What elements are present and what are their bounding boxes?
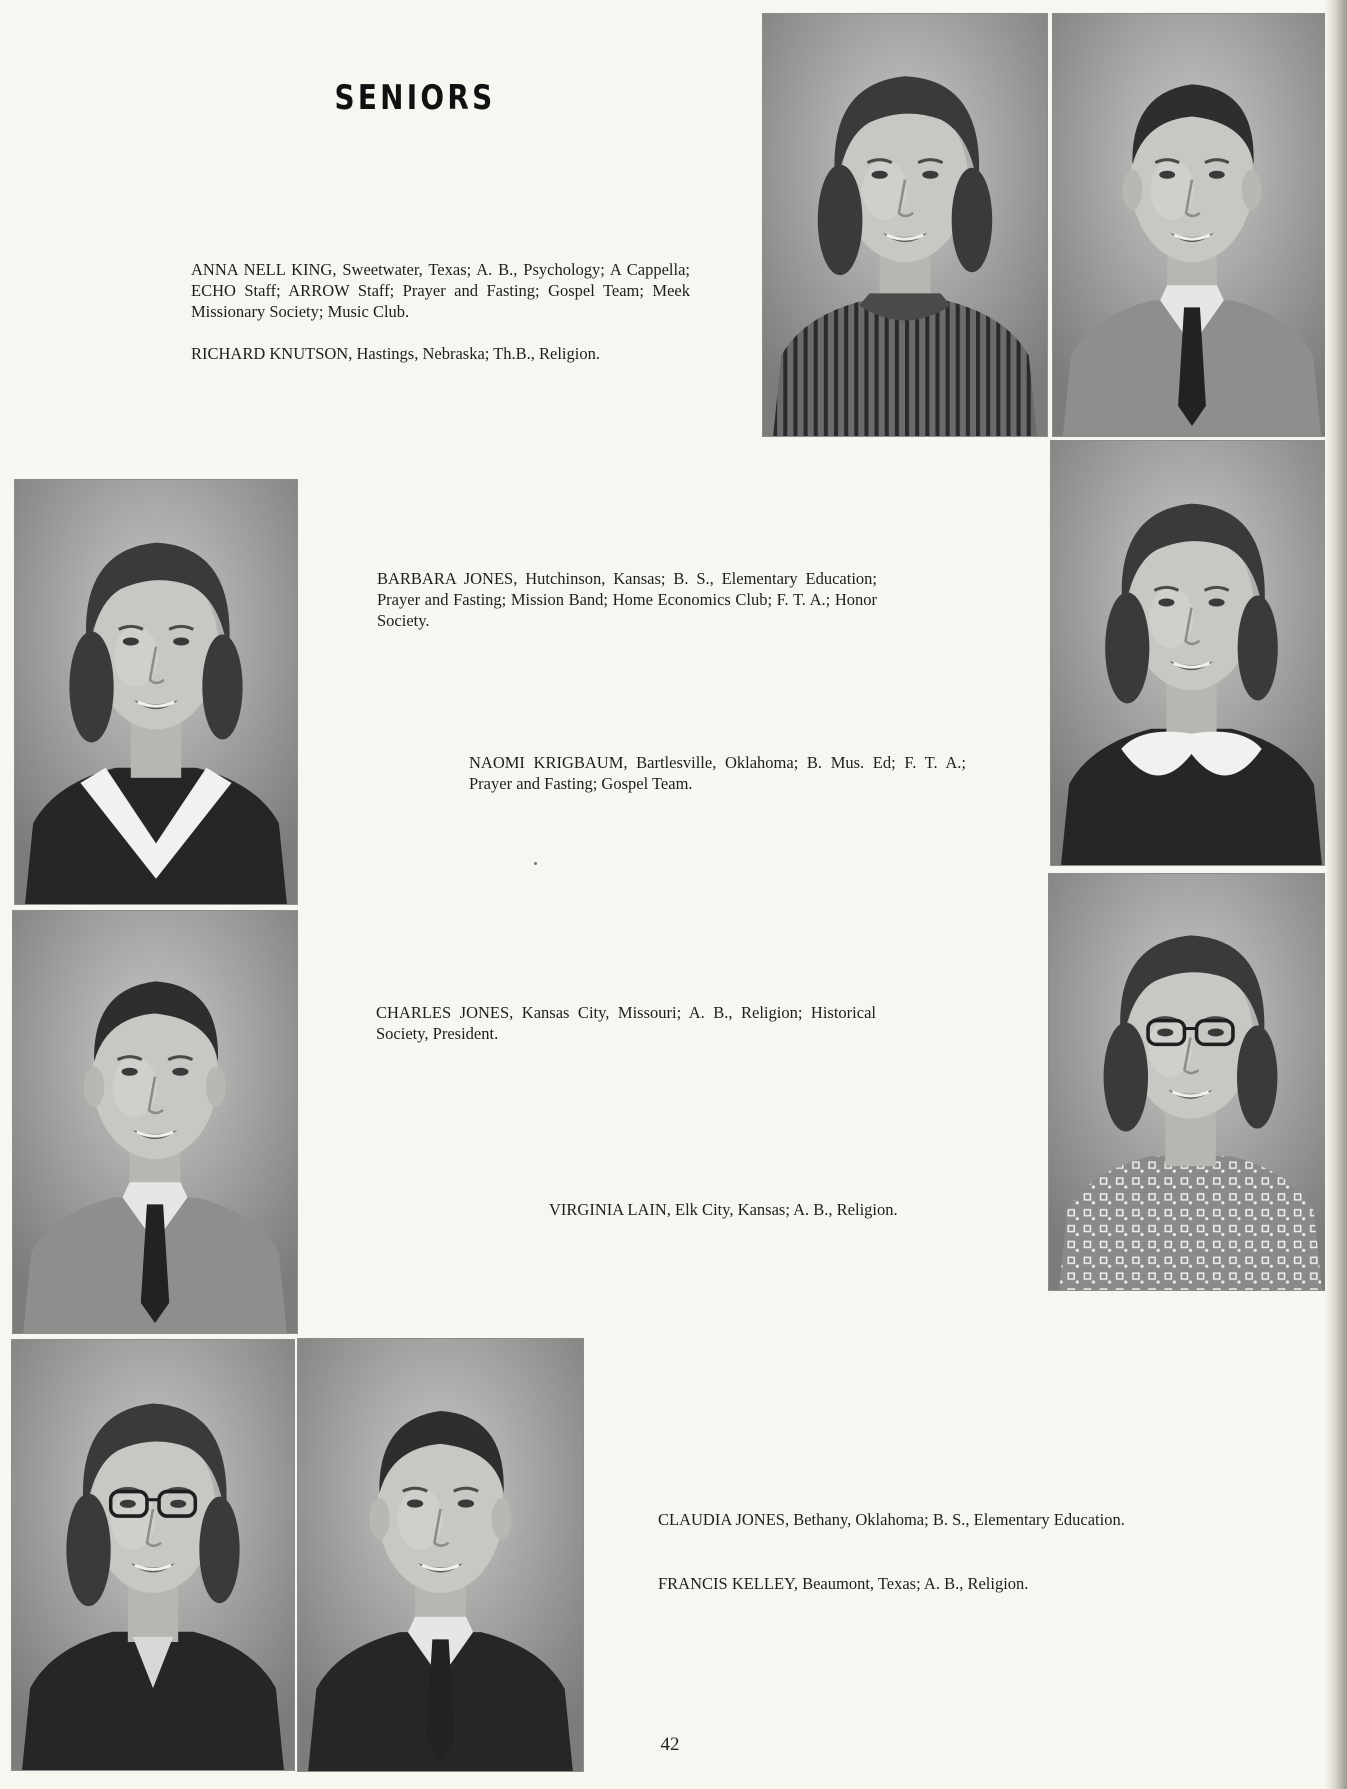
bio-francis-kelley: FRANCIS KELLEY, Beaumont, Texas; A. B., Religion.	[658, 1574, 1029, 1593]
bio-barbara-jones: BARBARA JONES, Hutchinson, Kansas; B. S., Elementary Education; Prayer and Fasting; Mission Band; Home Economics Club; F. T. A.; Honor Society.	[377, 569, 877, 630]
portrait-claudia-jones	[11, 1339, 295, 1771]
page-heading: SENIORS	[334, 78, 496, 118]
bio-anna-nell-king: ANNA NELL KING, Sweetwater, Texas; A. B., Psychology; A Cappella; ECHO Staff; ARROW Staff; Prayer and Fasting; Gospel Team; Meek Missionary Society; Music Club.	[191, 260, 690, 321]
bio-virginia-lain: VIRGINIA LAIN, Elk City, Kansas; A. B., Religion.	[549, 1200, 898, 1219]
book-gutter-shadow	[1325, 0, 1347, 1789]
portrait-richard-knutson	[1052, 13, 1332, 437]
portrait-charles-jones	[12, 910, 298, 1334]
bio-charles-jones: CHARLES JONES, Kansas City, Missouri; A. B., Religion; Historical Society, President.	[376, 1003, 876, 1043]
print-speck	[534, 862, 537, 865]
bio-claudia-jones: CLAUDIA JONES, Bethany, Oklahoma; B. S., Elementary Education.	[658, 1510, 1125, 1529]
portrait-barbara-jones	[14, 479, 298, 905]
portrait-francis-kelley	[297, 1338, 584, 1772]
portrait-anna-nell-king	[762, 13, 1048, 437]
bio-naomi-krigbaum: NAOMI KRIGBAUM, Bartlesville, Oklahoma; B. Mus. Ed; F. T. A.; Prayer and Fasting; Gospel Team.	[469, 753, 966, 793]
portrait-naomi-krigbaum	[1050, 440, 1333, 866]
bio-richard-knutson: RICHARD KNUTSON, Hastings, Nebraska; Th.B., Religion.	[191, 344, 600, 363]
portrait-virginia-lain	[1048, 873, 1333, 1291]
page-number: 42	[660, 1734, 680, 1755]
